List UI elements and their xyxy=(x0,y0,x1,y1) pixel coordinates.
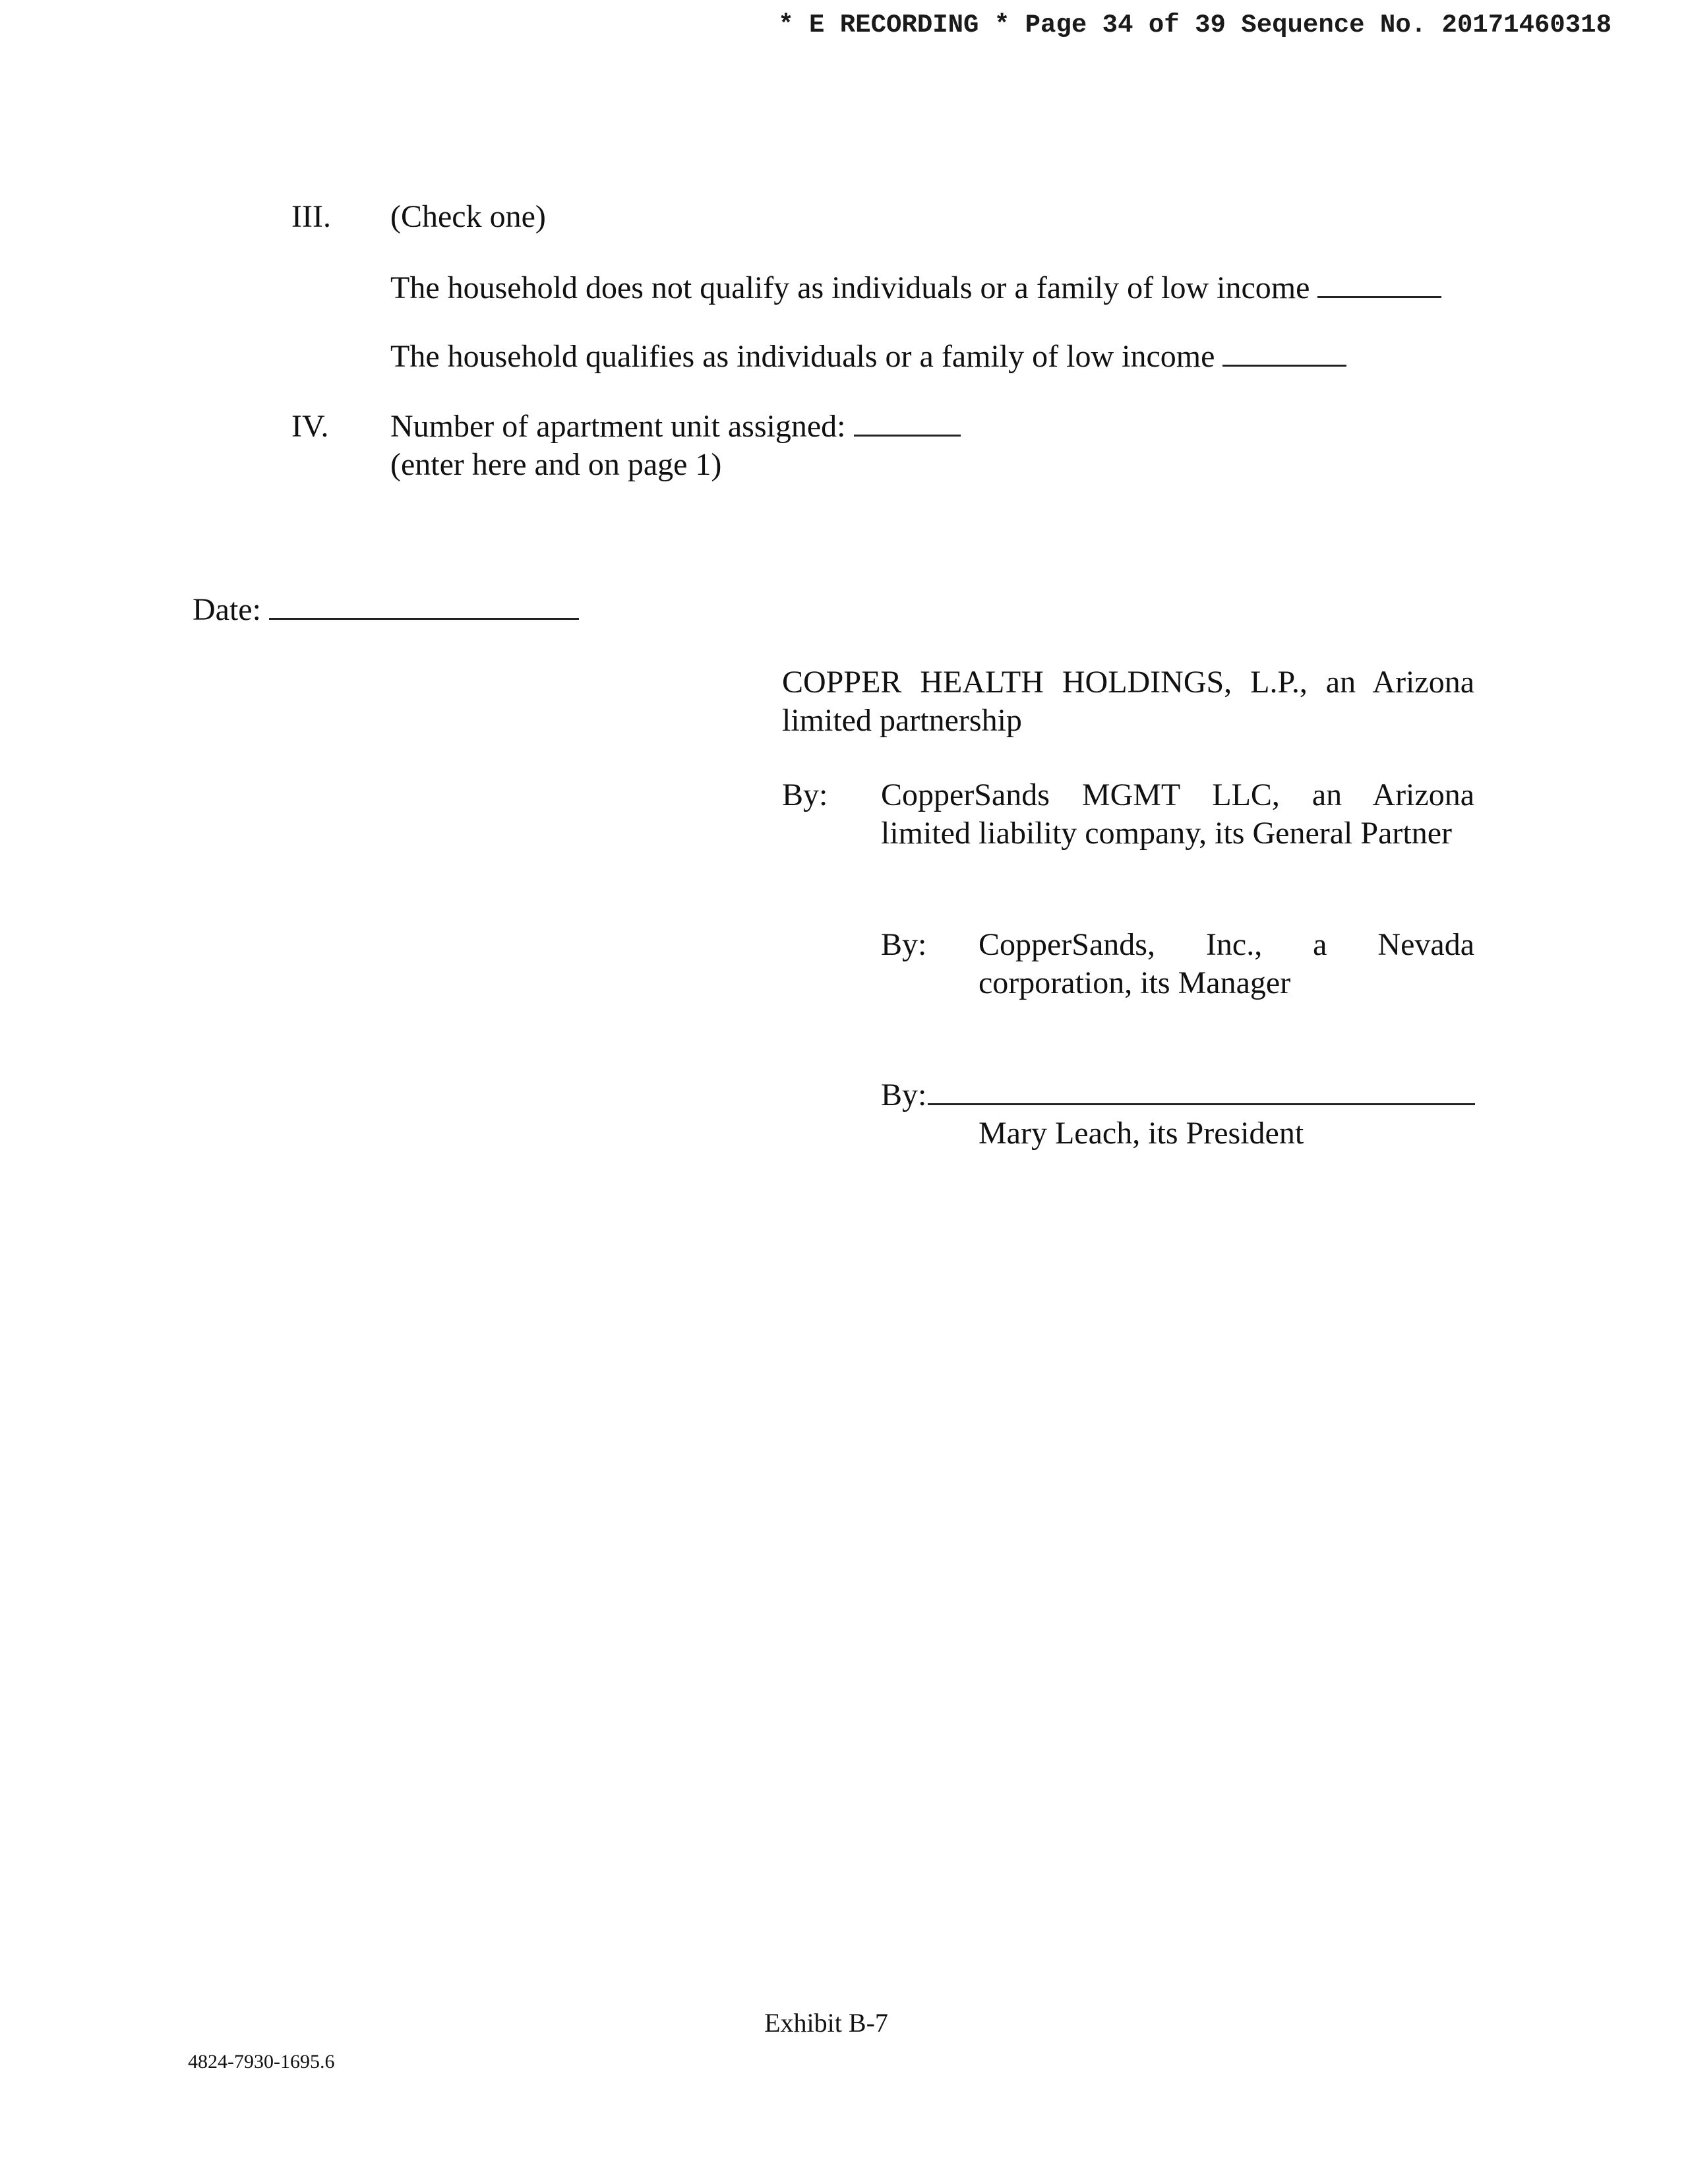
exhibit-label: Exhibit B-7 xyxy=(764,2008,888,2038)
signer-name: Mary Leach, its President xyxy=(979,1116,1304,1151)
by2-text: CopperSands, Inc., a Nevada corporation, its Manager xyxy=(979,927,1474,1000)
document-number: 4824-7930-1695.6 xyxy=(188,2051,335,2073)
date-label: Date: xyxy=(193,592,261,627)
option-qualifies-row xyxy=(390,338,1346,376)
entity-line-2: limited partnership xyxy=(782,703,1022,738)
date-blank[interactable] xyxy=(269,592,579,620)
recording-stamp: * E RECORDING * Page 34 of 39 Sequence No. 20171460318 xyxy=(778,11,1612,40)
option-not-qualify-label: The household does not qualify as individuals or a family of low income xyxy=(390,270,1310,305)
option-not-qualify-row xyxy=(390,269,1441,307)
option-qualifies-label: The household qualifies as individuals or a family of low income xyxy=(390,339,1215,374)
entity-name-block xyxy=(782,663,1474,740)
section-iii-heading: (Check one) xyxy=(390,199,546,234)
signature-line[interactable] xyxy=(928,1077,1475,1105)
option-qualifies-blank[interactable] xyxy=(1222,338,1346,367)
apartment-unit-label: Number of apartment unit assigned: xyxy=(390,409,846,444)
apartment-unit-row xyxy=(390,408,961,446)
date-row xyxy=(193,591,579,629)
option-not-qualify-blank[interactable] xyxy=(1317,270,1441,298)
by1-label: By: xyxy=(782,777,828,812)
section-iv-numeral: IV. xyxy=(291,409,329,444)
apartment-unit-blank[interactable] xyxy=(854,408,961,437)
by1-text: CopperSands MGMT LLC, an Arizona limited liability company, its General Partner xyxy=(881,777,1474,851)
apartment-unit-note: (enter here and on page 1) xyxy=(390,447,722,482)
signature-row xyxy=(881,1076,1475,1114)
entity-line-1: COPPER HEALTH HOLDINGS, L.P., an Arizona xyxy=(782,665,1474,700)
by3-label: By: xyxy=(881,1077,927,1112)
by2-label: By: xyxy=(881,927,927,962)
section-iii-numeral: III. xyxy=(291,199,331,234)
